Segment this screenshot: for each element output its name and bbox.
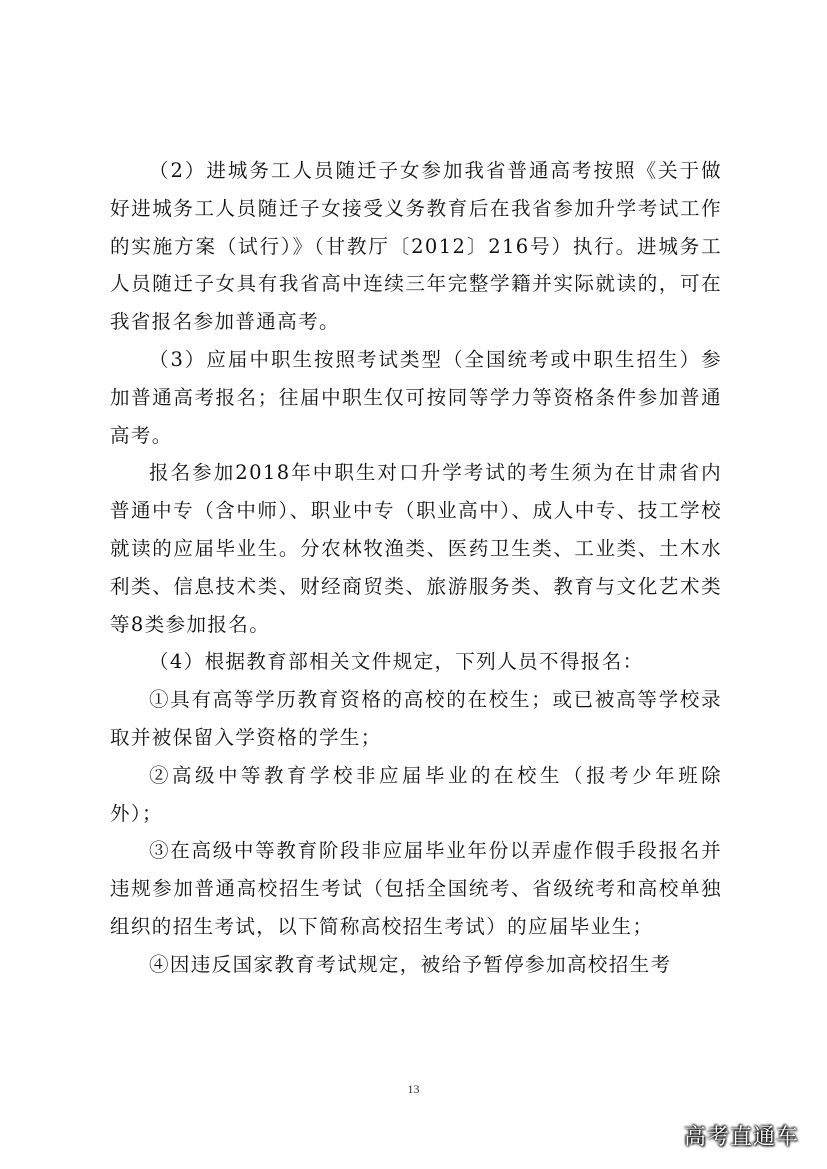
paragraph-vocational-students: （3）应届中职生按照考试类型（全国统考或中职生招生）参加普通高考报名；往届中职生仅可按同等学力等资格条件参加普通高考。 — [110, 347, 722, 447]
paragraph-ineligible-heading: （4）根据教育部相关文件规定，下列人员不得报名： — [149, 650, 644, 674]
list-item-ineligible-3: ③在高级中等教育阶段非应届毕业年份以弄虚作假手段报名并违规参加普通高校招生考试（包括全国统考、省级统考和高校单独组织的招生考试，以下简称高校招生考试）的应届毕业生； — [110, 839, 722, 938]
list-item-ineligible-1: ①具有高等学历教育资格的高校的在校生；或已被高等学校录取并被保留入学资格的学生； — [110, 688, 722, 749]
paragraph-migrant-children: （2）进城务工人员随迁子女参加我省普通高考按照《关于做好进城务工人员随迁子女接受义务教育后在我省参加升学考试工作的实施方案（试行）》（甘教厅〔2012〕216号）执行。进城务工人员随迁子女具有我省高中连续三年完整学籍并实际就读的，可在我省报名参加普通高考。 — [110, 159, 722, 334]
document-body — [110, 152, 722, 984]
paragraph-vocational-exam: 报名参加2018年中职生对口升学考试的考生须为在甘肃省内普通中专（含中师）、职业中专（职业高中）、成人中专、技工学校就读的应届毕业生。分农林牧渔类、医药卫生类、工业类、土木水利类、信息技术类、财经商贸类、旅游服务类、教育与文化艺术类等8类参加报名。 — [110, 461, 722, 636]
page-number: 13 — [407, 1082, 420, 1096]
list-item-ineligible-2: ②高级中等教育学校非应届毕业的在校生（报考少年班除外）； — [110, 763, 722, 825]
list-item-ineligible-4: ④因违反国家教育考试规定，被给予暂停参加高校招生考 — [149, 952, 672, 976]
watermark: 高考直通车 — [683, 1125, 799, 1150]
